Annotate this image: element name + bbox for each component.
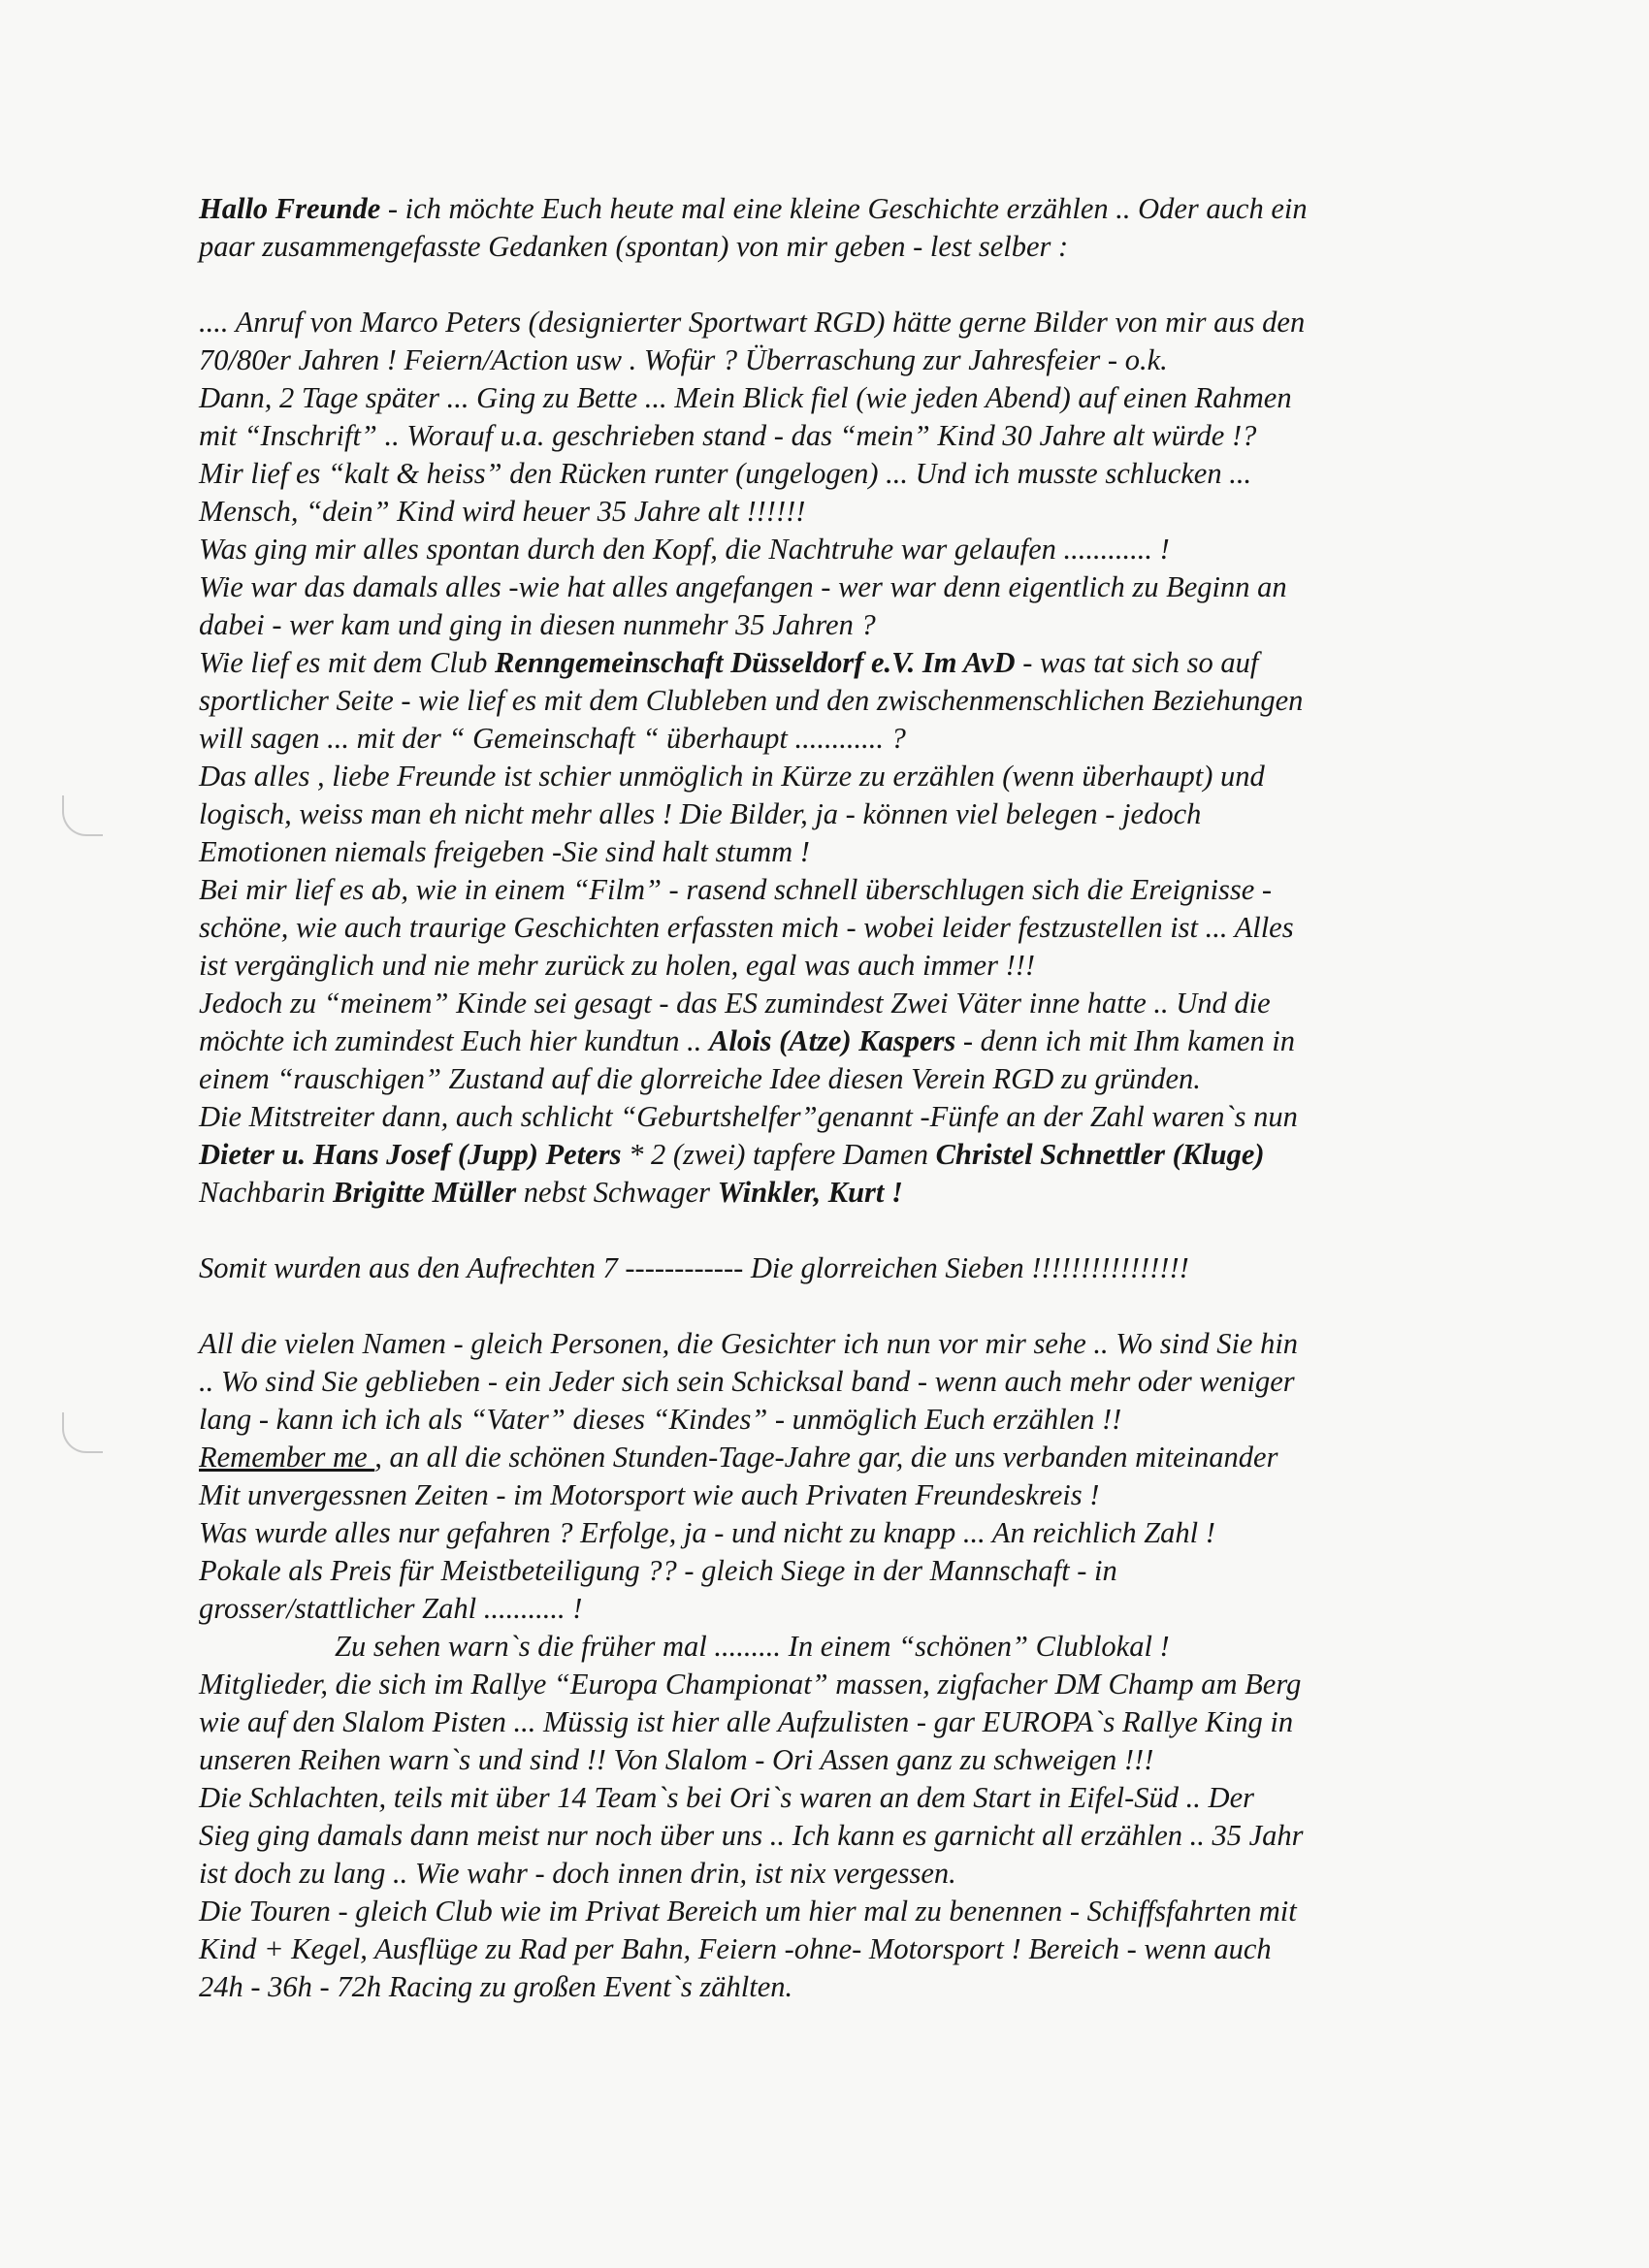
helper-name: Dieter u. Hans Josef (Jupp) Peters: [199, 1138, 622, 1171]
text-line: All die vielen Namen - gleich Personen, die Gesichter ich nun vor mir sehe .. Wo sind Sie hin: [199, 1327, 1299, 1360]
text-line: einem “rauschigen” Zustand auf die glorreiche Idee diesen Verein RGD zu gründen.: [199, 1062, 1201, 1095]
text-line: 70/80er Jahren ! Feiern/Action usw . Wofür ? Überraschung zur Jahresfeier - o.k.: [199, 343, 1168, 376]
text-line: Pokale als Preis für Meistbeteiligung ?? - gleich Siege in der Mannschaft - in: [199, 1554, 1117, 1587]
text-line: lang - kann ich ich als “Vater” dieses “Kindes” - unmöglich Euch erzählen !!: [199, 1403, 1122, 1436]
text-line: Dieter u. Hans Josef (Jupp) Peters * 2 (zwei) tapfere Damen Christel Schnettler (Kluge): [199, 1138, 1265, 1171]
paragraph-gap: [199, 1212, 1460, 1249]
text-line: Was ging mir alles spontan durch den Kopf, die Nachtruhe war gelaufen ............ !: [199, 533, 1170, 566]
paragraph-gap: [199, 1287, 1460, 1325]
text-line: ist vergänglich und nie mehr zurück zu holen, egal was auch immer !!!: [199, 949, 1036, 982]
text-line: Mensch, “dein” Kind wird heuer 35 Jahre alt !!!!!!: [199, 495, 806, 528]
punch-hole-mark: [62, 795, 103, 836]
intro-line: Hallo Freunde - ich möchte Euch heute mal eine kleine Geschichte erzählen .. Oder auch ein: [199, 192, 1308, 225]
helper-name: Brigitte Müller: [333, 1176, 517, 1209]
seven-line: Somit wurden aus den Aufrechten 7 ------------ Die glorreichen Sieben !!!!!!!!!!!!!!!!: [199, 1251, 1189, 1284]
letter-body: [199, 190, 1460, 2006]
text-line: Die Touren - gleich Club wie im Privat Bereich um hier mal zu benennen - Schiffsfahrten mit: [199, 1895, 1297, 1928]
text-line: Was wurde alles nur gefahren ? Erfolge, ja - und nicht zu knapp ... An reichlich Zahl !: [199, 1516, 1215, 1549]
clublokal-line: Zu sehen warn`s die früher mal ......... In einem “schönen” Clublokal !: [335, 1630, 1170, 1663]
text-line: Mir lief es “kalt & heiss” den Rücken runter (ungelogen) ... Und ich musste schlucken ...: [199, 457, 1252, 490]
text-line: wie auf den Slalom Pisten ... Müssig ist hier alle Aufzulisten - gar EUROPA`s Rallye King in: [199, 1705, 1294, 1738]
text-line: Emotionen niemals freigeben -Sie sind halt stumm !: [199, 835, 810, 868]
text-line: logisch, weiss man eh nicht mehr alles ! Die Bilder, ja - können viel belegen - jedoch: [199, 797, 1202, 830]
text-line: Bei mir lief es ab, wie in einem “Film” - rasend schnell überschlugen sich die Ereignisse -: [199, 873, 1273, 906]
text-line: Die Mitstreiter dann, auch schlicht “Geburtshelfer”genannt -Fünfe an der Zahl waren`s nun: [199, 1100, 1298, 1133]
helper-name: Winkler, Kurt !: [717, 1176, 903, 1209]
text-line: 24h - 36h - 72h Racing zu großen Event`s zählten.: [199, 1970, 793, 2003]
text-line: Kind + Kegel, Ausflüge zu Rad per Bahn, Feiern -ohne- Motorsport ! Bereich - wenn auch: [199, 1932, 1272, 1965]
text-line: möchte ich zumindest Euch hier kundtun .. Alois (Atze) Kaspers - denn ich mit Ihm kamen in: [199, 1024, 1296, 1057]
text-line: ist doch zu lang .. Wie wahr - doch innen drin, ist nix vergessen.: [199, 1857, 956, 1890]
text-line: .. Wo sind Sie geblieben - ein Jeder sich sein Schicksal band - wenn auch mehr oder weniger: [199, 1365, 1295, 1398]
text-line: Die Schlachten, teils mit über 14 Team`s bei Ori`s waren an dem Start in Eifel-Süd .. Der: [199, 1781, 1254, 1814]
text-line: sportlicher Seite - wie lief es mit dem Clubleben und den zwischenmenschlichen Beziehungen: [199, 684, 1304, 717]
intro-line: paar zusammengefasste Gedanken (spontan) von mir geben - lest selber :: [199, 230, 1069, 263]
text-line: dabei - wer kam und ging in diesen nunmehr 35 Jahren ?: [199, 608, 876, 641]
remember-me: Remember me: [199, 1441, 375, 1474]
text-line: Jedoch zu “meinem” Kinde sei gesagt - das ES zumindest Zwei Väter inne hatte .. Und die: [199, 987, 1271, 1020]
text-line: Sieg ging damals dann meist nur noch über uns .. Ich kann es garnicht all erzählen .. 35 Jahr: [199, 1819, 1304, 1852]
text-line: Das alles , liebe Freunde ist schier unmöglich in Kürze zu erzählen (wenn überhaupt) und: [199, 760, 1265, 793]
greeting: Hallo Freunde: [199, 192, 381, 225]
text-line: Dann, 2 Tage später ... Ging zu Bette ... Mein Blick fiel (wie jeden Abend) auf einen Rahmen: [199, 381, 1292, 414]
club-name: Renngemeinschaft Düsseldorf e.V. Im AvD: [494, 646, 1016, 679]
text-line: Mit unvergessnen Zeiten - im Motorsport wie auch Privaten Freundeskreis !: [199, 1478, 1100, 1511]
text-line: grosser/stattlicher Zahl ........... !: [199, 1592, 583, 1625]
founder-name: Alois (Atze) Kaspers: [709, 1024, 956, 1057]
text-line: unseren Reihen warn`s und sind !! Von Slalom - Ori Assen ganz zu schweigen !!!: [199, 1743, 1154, 1776]
text-line: schöne, wie auch traurige Geschichten erfassten mich - wobei leider festzustellen ist ... Alles: [199, 911, 1294, 944]
text-line: will sagen ... mit der “ Gemeinschaft “ überhaupt ............ ?: [199, 722, 906, 755]
paragraph-gap: [199, 266, 1460, 304]
text-line: .... Anruf von Marco Peters (designierter Sportwart RGD) hätte gerne Bilder von mir aus den: [199, 306, 1306, 339]
helper-name: Christel Schnettler (Kluge): [935, 1138, 1265, 1171]
text-line: Nachbarin Brigitte Müller nebst Schwager Winkler, Kurt !: [199, 1176, 903, 1209]
text-line: Mitglieder, die sich im Rallye “Europa Championat” massen, zigfacher DM Champ am Berg: [199, 1668, 1302, 1701]
text-line: Remember me , an all die schönen Stunden-Tage-Jahre gar, die uns verbanden miteinander: [199, 1441, 1278, 1474]
text-line: Wie lief es mit dem Club Renngemeinschaft Düsseldorf e.V. Im AvD - was tat sich so auf: [199, 646, 1259, 679]
text-line: mit “Inschrift” .. Worauf u.a. geschrieben stand - das “mein” Kind 30 Jahre alt würde !?: [199, 419, 1257, 452]
punch-hole-mark: [62, 1412, 103, 1453]
text-line: Wie war das damals alles -wie hat alles angefangen - wer war denn eigentlich zu Beginn an: [199, 570, 1287, 603]
